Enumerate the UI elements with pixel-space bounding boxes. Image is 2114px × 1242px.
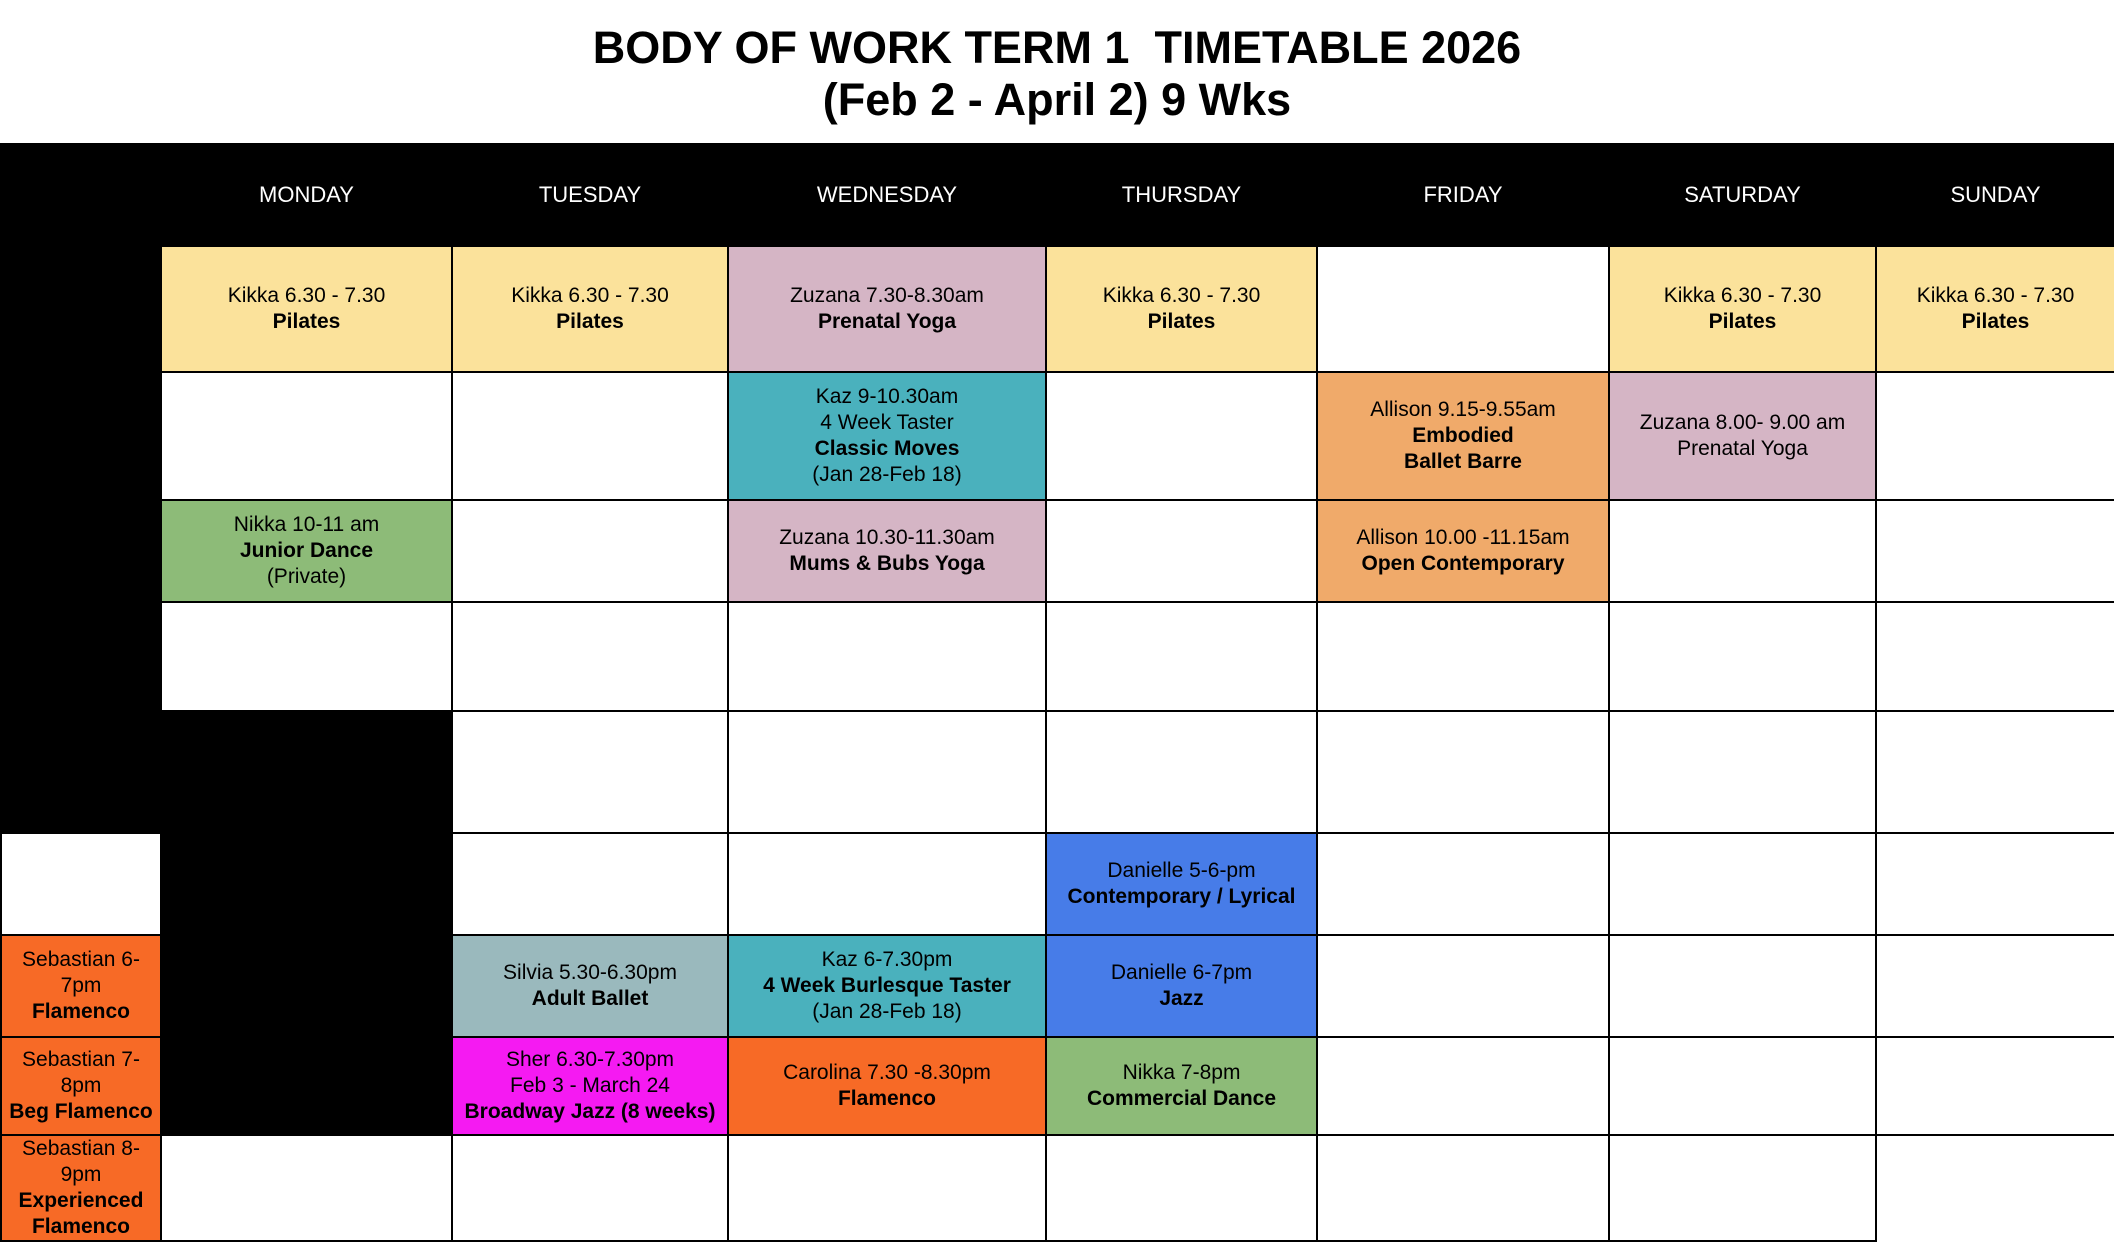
empty-slot bbox=[1876, 372, 2114, 500]
empty-slot bbox=[452, 372, 728, 500]
class-name: Pilates bbox=[1961, 310, 2030, 333]
empty-slot bbox=[1317, 602, 1609, 711]
timetable-body bbox=[1, 246, 2114, 1241]
empty-slot bbox=[728, 1135, 1046, 1241]
empty-slot bbox=[1317, 711, 1609, 833]
class-detail: Carolina 7.30 -8.30pm bbox=[783, 1061, 991, 1084]
class-cell-wednesday bbox=[728, 246, 1046, 372]
empty-slot bbox=[1317, 833, 1609, 935]
class-detail: Sher 6.30-7.30pm bbox=[505, 1048, 675, 1071]
class-name: Pilates bbox=[272, 310, 341, 333]
class-name: Contemporary / Lyrical bbox=[1067, 885, 1296, 908]
class-detail: Zuzana 8.00- 9.00 am bbox=[1639, 411, 1846, 434]
corner-cell bbox=[1, 144, 161, 246]
class-name: Pilates bbox=[1147, 310, 1216, 333]
class-detail: Kikka 6.30 - 7.30 bbox=[1916, 284, 2075, 307]
class-name: Broadway Jazz (8 weeks) bbox=[464, 1100, 716, 1123]
class-cell-monday bbox=[161, 246, 452, 372]
class-name: Commercial Dance bbox=[1086, 1087, 1277, 1110]
empty-slot bbox=[1876, 935, 2114, 1037]
empty-slot bbox=[161, 1135, 452, 1241]
class-cell-tuesday bbox=[452, 935, 728, 1037]
timetable-row bbox=[1, 1135, 2114, 1241]
empty-slot bbox=[1317, 1037, 1609, 1135]
class-detail: (Jan 28-Feb 18) bbox=[812, 1000, 962, 1023]
empty-slot bbox=[1876, 602, 2114, 711]
class-cell-tuesday bbox=[452, 246, 728, 372]
page-header bbox=[0, 0, 2114, 143]
day-header-sunday: SUNDAY bbox=[1876, 144, 2114, 246]
class-name: Classic Moves bbox=[814, 437, 960, 460]
class-name: Flamenco bbox=[31, 1000, 131, 1023]
empty-slot bbox=[1609, 500, 1876, 602]
day-header-wednesday: WEDNESDAY bbox=[728, 144, 1046, 246]
timetable-grid bbox=[0, 143, 2114, 1242]
class-detail: Nikka 10-11 am bbox=[233, 513, 380, 536]
page-subtitle: (Feb 2 - April 2) 9 Wks bbox=[822, 74, 1292, 125]
class-name: Ballet Barre bbox=[1404, 450, 1522, 473]
class-cell-tuesday bbox=[452, 1037, 728, 1135]
class-detail: Silvia 5.30-6.30pm bbox=[503, 961, 677, 984]
class-cell-thursday bbox=[1046, 935, 1317, 1037]
timetable-row bbox=[1, 602, 2114, 711]
class-cell-monday bbox=[1, 1037, 161, 1135]
class-detail: 4 Week Taster bbox=[820, 411, 954, 434]
empty-slot bbox=[1317, 1135, 1609, 1241]
empty-slot bbox=[161, 372, 452, 500]
day-header-monday: MONDAY bbox=[161, 144, 452, 246]
page-title: BODY OF WORK TERM 1 TIMETABLE 2026 bbox=[592, 22, 1522, 73]
class-name: Pilates bbox=[556, 310, 624, 333]
empty-slot bbox=[1876, 500, 2114, 602]
empty-slot bbox=[1317, 246, 1609, 372]
empty-slot bbox=[1046, 372, 1317, 500]
empty-slot bbox=[161, 602, 452, 711]
empty-slot bbox=[1046, 711, 1317, 833]
class-cell-friday bbox=[1317, 372, 1609, 500]
empty-slot bbox=[452, 1135, 728, 1241]
empty-slot bbox=[452, 602, 728, 711]
timetable-row bbox=[1, 500, 2114, 602]
class-detail: Kaz 6-7.30pm bbox=[821, 948, 953, 971]
class-detail: Sebastian 8-9pm bbox=[22, 1137, 140, 1186]
class-detail: Zuzana 10.30-11.30am bbox=[779, 526, 995, 549]
class-detail: Nikka 7-8pm bbox=[1122, 1061, 1241, 1084]
empty-slot bbox=[1876, 711, 2114, 833]
class-name: Mums & Bubs Yoga bbox=[789, 552, 985, 575]
empty-slot bbox=[1876, 833, 2114, 935]
empty-slot bbox=[728, 711, 1046, 833]
empty-slot bbox=[1609, 711, 1876, 833]
timetable-row bbox=[1, 372, 2114, 500]
class-cell-wednesday bbox=[728, 372, 1046, 500]
class-detail: Feb 3 - March 24 bbox=[510, 1074, 670, 1097]
period-label-am: AM bbox=[1, 246, 161, 500]
class-cell-thursday bbox=[1046, 246, 1317, 372]
empty-slot bbox=[1046, 500, 1317, 602]
class-name: Experienced Flamenco bbox=[18, 1189, 144, 1238]
period-label-blank bbox=[1, 500, 161, 602]
class-detail: (Jan 28-Feb 18) bbox=[812, 463, 962, 486]
day-header-tuesday: TUESDAY bbox=[452, 144, 728, 246]
class-name: Prenatal Yoga bbox=[817, 310, 957, 333]
empty-slot bbox=[1609, 935, 1876, 1037]
empty-slot bbox=[728, 833, 1046, 935]
empty-slot bbox=[1876, 1037, 2114, 1135]
class-detail: Allison 9.15-9.55am bbox=[1370, 398, 1556, 421]
class-cell-monday bbox=[1, 935, 161, 1037]
empty-slot bbox=[1609, 833, 1876, 935]
class-detail: Kikka 6.30 - 7.30 bbox=[511, 284, 669, 307]
class-detail: Danielle 5-6-pm bbox=[1107, 859, 1256, 882]
empty-slot bbox=[452, 833, 728, 935]
period-label-noon: NOON bbox=[1, 602, 161, 833]
class-detail: Danielle 6-7pm bbox=[1110, 961, 1253, 984]
empty-slot bbox=[1, 833, 161, 935]
class-detail: (Private) bbox=[266, 565, 347, 588]
class-name: Junior Dance bbox=[239, 539, 374, 562]
empty-slot bbox=[1317, 935, 1609, 1037]
empty-slot bbox=[1609, 1037, 1876, 1135]
class-detail: Kikka 6.30 - 7.30 bbox=[1102, 284, 1261, 307]
class-detail: Sebastian 7-8pm bbox=[22, 1048, 140, 1097]
day-header-row bbox=[1, 144, 2114, 246]
class-name: Open Contemporary bbox=[1361, 552, 1565, 575]
day-header-saturday: SATURDAY bbox=[1609, 144, 1876, 246]
class-name: Adult Ballet bbox=[531, 987, 649, 1010]
class-cell-thursday bbox=[1046, 833, 1317, 935]
empty-slot bbox=[1046, 1135, 1317, 1241]
empty-slot bbox=[452, 500, 728, 602]
class-name: 4 Week Burlesque Taster bbox=[763, 974, 1011, 997]
class-detail: Kikka 6.30 - 7.30 bbox=[227, 284, 386, 307]
class-name: Pilates bbox=[1708, 310, 1777, 333]
class-cell-wednesday bbox=[728, 935, 1046, 1037]
empty-slot bbox=[452, 711, 728, 833]
class-detail: Kaz 9-10.30am bbox=[815, 385, 959, 408]
empty-slot bbox=[1609, 1135, 1876, 1241]
period-label-pm: PM bbox=[161, 711, 452, 1135]
class-name: Beg Flamenco bbox=[9, 1100, 153, 1123]
class-detail: Allison 10.00 -11.15am bbox=[1356, 526, 1570, 549]
class-name: Jazz bbox=[1159, 987, 1204, 1010]
class-cell-sunday bbox=[1876, 246, 2114, 372]
class-cell-friday bbox=[1317, 500, 1609, 602]
class-name: Flamenco bbox=[837, 1087, 937, 1110]
class-detail: Zuzana 7.30-8.30am bbox=[790, 284, 984, 307]
day-header-thursday: THURSDAY bbox=[1046, 144, 1317, 246]
timetable bbox=[0, 143, 2114, 1242]
class-cell-monday bbox=[161, 500, 452, 602]
empty-slot bbox=[1609, 602, 1876, 711]
class-cell-saturday bbox=[1609, 372, 1876, 500]
class-cell-saturday bbox=[1609, 246, 1876, 372]
timetable-row bbox=[1, 246, 2114, 372]
class-cell-wednesday bbox=[728, 500, 1046, 602]
day-header-friday: FRIDAY bbox=[1317, 144, 1609, 246]
class-name: Embodied bbox=[1412, 424, 1514, 447]
class-cell-wednesday bbox=[728, 1037, 1046, 1135]
empty-slot bbox=[1046, 602, 1317, 711]
class-cell-thursday bbox=[1046, 1037, 1317, 1135]
timetable-row bbox=[1, 711, 2114, 833]
empty-slot bbox=[728, 602, 1046, 711]
class-cell-monday bbox=[1, 1135, 161, 1241]
class-detail: Prenatal Yoga bbox=[1677, 437, 1808, 460]
class-detail: Sebastian 6-7pm bbox=[22, 948, 140, 997]
class-detail: Kikka 6.30 - 7.30 bbox=[1663, 284, 1822, 307]
